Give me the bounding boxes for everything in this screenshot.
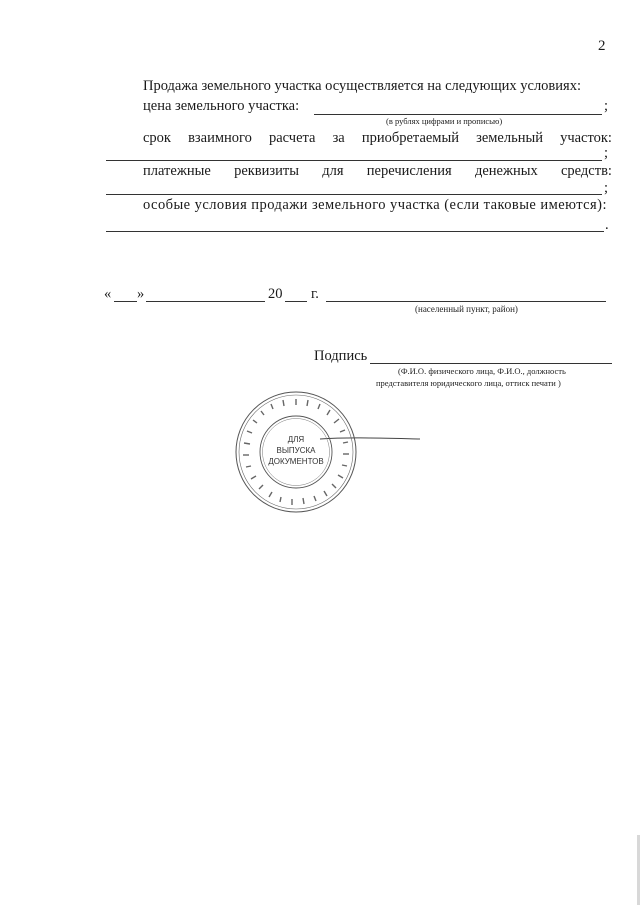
date-close-quote: » bbox=[137, 286, 145, 302]
date-year-prefix: 20 bbox=[268, 286, 283, 302]
payment-end: ; bbox=[604, 180, 609, 196]
date-year-blank bbox=[285, 301, 307, 302]
payment-blank-line bbox=[106, 194, 602, 195]
payment-word: перечисления bbox=[366, 163, 452, 179]
price-hint: (в рублях цифрами и прописью) bbox=[386, 116, 503, 126]
payment-word: платежные bbox=[143, 163, 211, 179]
page-number: 2 bbox=[598, 38, 606, 54]
stamp-center-line1: ДЛЯ bbox=[287, 435, 305, 444]
date-open-quote: « bbox=[104, 286, 112, 302]
special-end: . bbox=[605, 217, 609, 233]
signature-hint-line1: (Ф.И.О. физического лица, Ф.И.О., должность bbox=[398, 366, 566, 376]
special-conditions-label: особые условия продажи земельного участка (если таковые имеются): bbox=[143, 197, 607, 213]
term-end: ; bbox=[604, 145, 609, 161]
term-word: приобретаемый bbox=[361, 130, 459, 146]
payment-word: реквизиты bbox=[234, 163, 299, 179]
date-month-blank bbox=[146, 301, 265, 302]
payment-label bbox=[143, 163, 612, 180]
round-stamp bbox=[234, 390, 358, 514]
payment-word: для bbox=[322, 163, 344, 179]
signature-label: Подпись bbox=[314, 348, 368, 364]
price-end: ; bbox=[604, 98, 609, 114]
signature-blank-line bbox=[370, 363, 612, 364]
term-word: за bbox=[332, 130, 345, 146]
payment-word: денежных bbox=[474, 163, 538, 179]
place-hint: (населенный пункт, район) bbox=[415, 304, 518, 314]
stamp-center-line2: ВЫПУСКА bbox=[276, 446, 316, 455]
price-label: цена земельного участка: bbox=[143, 98, 300, 114]
term-label bbox=[143, 130, 612, 147]
term-word: взаимного bbox=[188, 130, 252, 146]
date-year-suffix: г. bbox=[311, 286, 319, 302]
signature-hint-line2: представителя юридического лица, оттиск печати ) bbox=[376, 378, 561, 388]
date-day-blank bbox=[114, 301, 137, 302]
term-word: земельный bbox=[476, 130, 543, 146]
place-blank-line bbox=[326, 301, 606, 302]
price-blank-line bbox=[314, 114, 602, 115]
stamp-center-line3: ДОКУМЕНТОВ bbox=[268, 457, 324, 466]
conditions-intro: Продажа земельного участка осуществляется на следующих условиях: bbox=[143, 78, 581, 94]
term-word: расчета bbox=[268, 130, 316, 146]
term-blank-line bbox=[106, 160, 602, 161]
term-word: участок: bbox=[560, 130, 612, 146]
payment-word: средств: bbox=[560, 163, 612, 179]
special-blank-line bbox=[106, 231, 604, 232]
term-word: срок bbox=[143, 130, 171, 146]
